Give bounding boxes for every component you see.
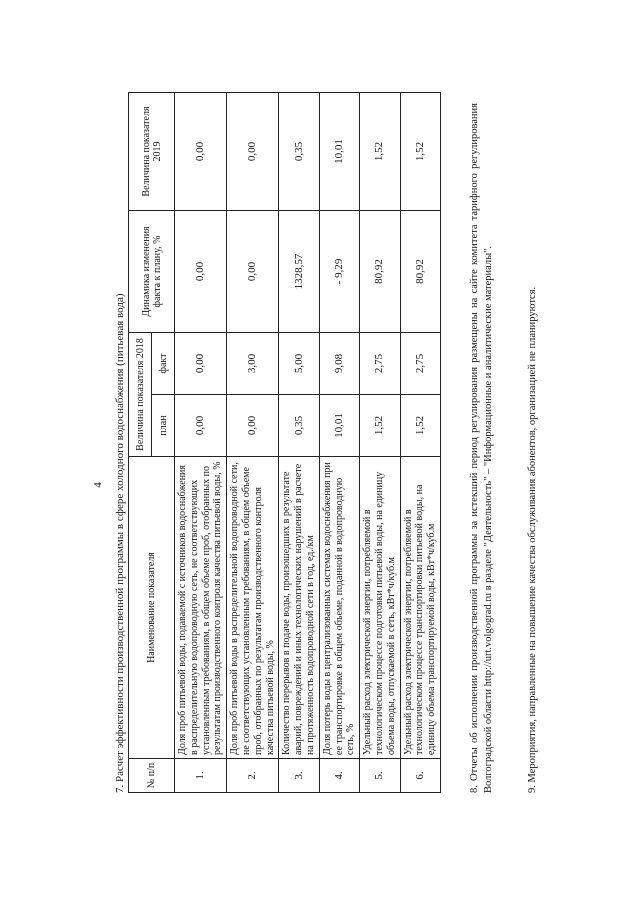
row-value-2019: 0,00 bbox=[175, 93, 227, 211]
table-heading: 7. Расчет эффективности производственной программы в сфере холодного водоснабжения (питьевая вода) bbox=[114, 293, 126, 793]
table-row bbox=[227, 93, 279, 793]
row-num: 2. bbox=[227, 759, 279, 793]
table-row bbox=[319, 93, 359, 793]
row-name: Удельный расход электрической энергии, потребляемой в технологическом процессе транспортировки питьевой воды, на единицу объема транспортируемой воды, кВт*ч/куб.м bbox=[400, 457, 440, 759]
row-num: 4. bbox=[319, 759, 359, 793]
header-value-2019: Величина показателя 2019 bbox=[129, 93, 175, 211]
header-fact: факт bbox=[152, 333, 175, 395]
row-value-2019: 1,52 bbox=[400, 93, 440, 211]
indicators-table bbox=[128, 92, 441, 793]
header-dynamics: Динамика изменения факта к плану, % bbox=[129, 211, 175, 333]
row-plan: 0,35 bbox=[279, 395, 319, 457]
row-fact: 5,00 bbox=[279, 333, 319, 395]
row-plan: 0,00 bbox=[227, 395, 279, 457]
note-reports: 8. Отчеты об исполнении производственной программы за истекший период регулирования размещены на сайте комитета тарифного регулирования Волгоградской области http://urt.volgograd.ru в разделе "Деятельность" – "Информационные и аналитические материалы". bbox=[469, 103, 494, 793]
table-row bbox=[400, 93, 440, 793]
row-value-2019: 10,01 bbox=[319, 93, 359, 211]
page-number: 4 bbox=[92, 482, 104, 488]
row-name: Доля проб питьевой воды в распределительной водопроводной сети, не соответствующих установленным требованиям, в общем объеме проб, отобранных по результатам производственного контроля качества питьевой воды, % bbox=[227, 457, 279, 759]
row-dynamics: 0,00 bbox=[175, 211, 227, 333]
row-fact: 0,00 bbox=[175, 333, 227, 395]
row-dynamics: 80,92 bbox=[400, 211, 440, 333]
row-plan: 0,00 bbox=[175, 395, 227, 457]
row-dynamics: 1328,57 bbox=[279, 211, 319, 333]
row-name: Количество перерывов в подаче воды, произошедших в результате аварий, повреждений и иных технологических нарушений в расчете на протяженность водопроводной сети в год, ед./км bbox=[279, 457, 319, 759]
row-value-2019: 0,00 bbox=[227, 93, 279, 211]
row-dynamics: 0,00 bbox=[227, 211, 279, 333]
table-row bbox=[175, 93, 227, 793]
table-row bbox=[279, 93, 319, 793]
row-value-2019: 0,35 bbox=[279, 93, 319, 211]
row-value-2019: 1,52 bbox=[360, 93, 400, 211]
row-fact: 2,75 bbox=[400, 333, 440, 395]
row-name: Доля проб питьевой воды, подаваемой с источников водоснабжения в распределительную водопроводную сеть, не соответствующих установленным требованиям, в общем объеме проб, отобранных по результатам производственного контроля качества питьевой воды, % bbox=[175, 457, 227, 759]
row-num: 5. bbox=[360, 759, 400, 793]
row-plan: 1,52 bbox=[360, 395, 400, 457]
row-fact: 2,75 bbox=[360, 333, 400, 395]
row-num: 1. bbox=[175, 759, 227, 793]
row-plan: 10,01 bbox=[319, 395, 359, 457]
note-measures: 9. Мероприятия, направленные на повышение качества обслуживания абонентов, организацией не планируются. bbox=[527, 286, 538, 793]
row-fact: 9,08 bbox=[319, 333, 359, 395]
header-row-top bbox=[129, 93, 152, 793]
row-num: 6. bbox=[400, 759, 440, 793]
header-name: Наименование показателя bbox=[129, 457, 175, 759]
row-dynamics: - 9,29 bbox=[319, 211, 359, 333]
row-fact: 3,00 bbox=[227, 333, 279, 395]
row-name: Доля потерь воды в централизованных системах водоснабжения при ее транспортировке в общем объеме, поданной в водопроводную сеть, % bbox=[319, 457, 359, 759]
header-num: № п/п bbox=[129, 759, 175, 793]
row-dynamics: 80,92 bbox=[360, 211, 400, 333]
row-name: Удельный расход электрической энергии, потребляемой в технологическом процессе подготовки питьевой воды, на единицу объема воды, отпускаемой в сеть, кВт*ч/куб.м bbox=[360, 457, 400, 759]
row-num: 3. bbox=[279, 759, 319, 793]
header-value-2018: Величина показателя 2018 bbox=[129, 333, 152, 457]
table-row bbox=[360, 93, 400, 793]
header-plan: план bbox=[152, 395, 175, 457]
row-plan: 1,52 bbox=[400, 395, 440, 457]
